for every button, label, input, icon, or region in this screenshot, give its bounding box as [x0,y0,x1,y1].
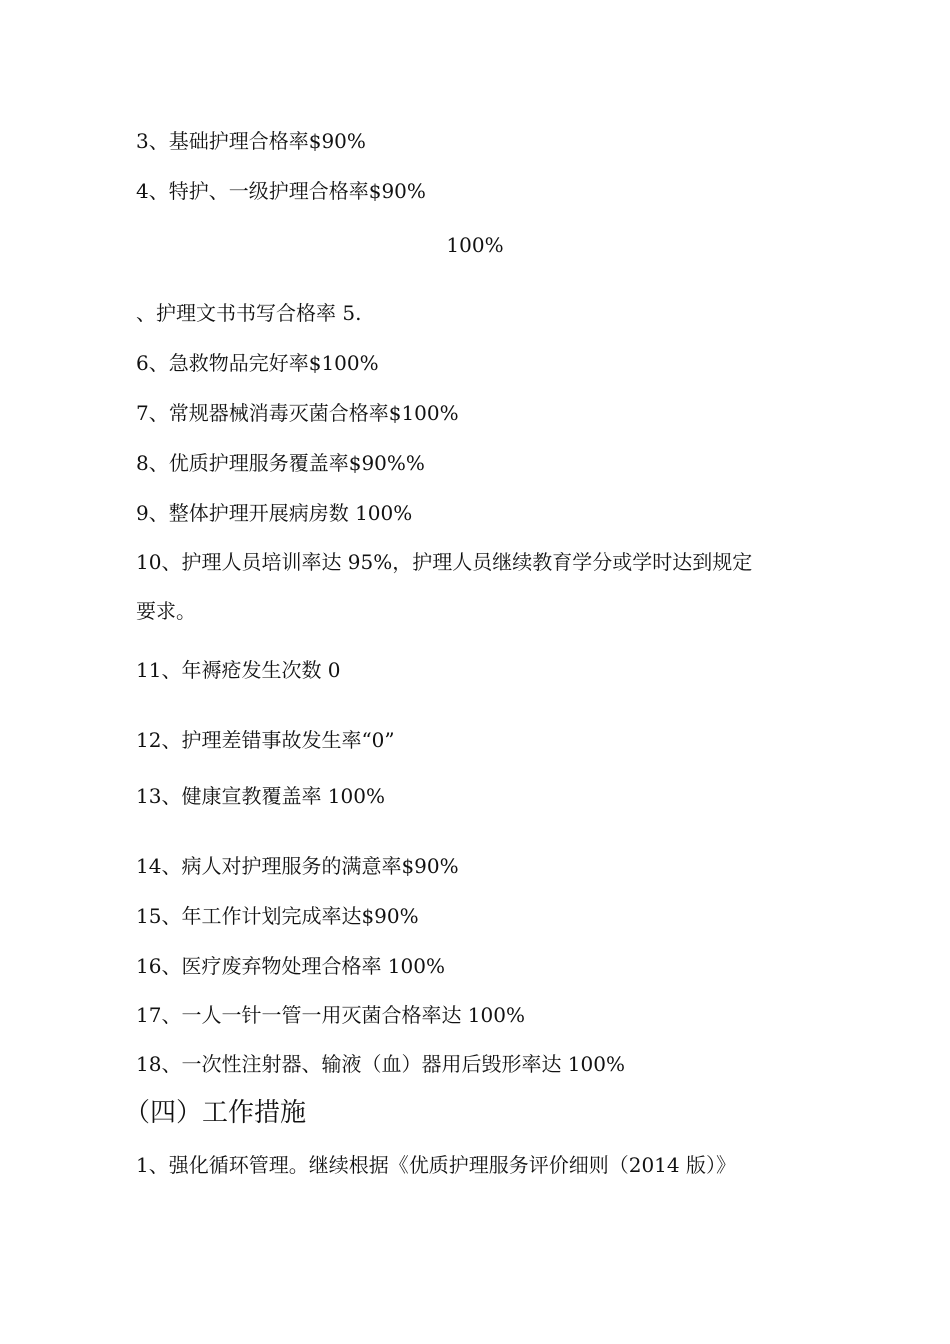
list-item: 14、病人对护理服务的满意率$90% [136,854,459,878]
list-item: 10、护理人员培训率达 95%，护理人员继续教育学分或学时达到规定 [136,550,753,574]
list-item: 18、一次性注射器、输液（血）器用后毁形率达 100% [136,1052,625,1076]
list-item: 16、医疗废弃物处理合格率 100% [136,954,445,978]
list-item: 13、健康宣教覆盖率 100% [136,784,385,808]
list-item: 4、特护、一级护理合格率$90% [136,179,426,203]
list-item: 7、常规器械消毒灭菌合格率$100% [136,401,459,425]
centered-value: 100% [446,233,504,257]
list-item: 12、护理差错事故发生率“0” [136,728,395,752]
section-heading: （四）工作措施 [124,1098,307,1128]
list-item-continuation: 要求。 [136,599,196,623]
measure-item: 1、强化循环管理。继续根据《优质护理服务评价细则（2014 版）》 [136,1153,736,1177]
list-item: 8、优质护理服务覆盖率$90%% [136,451,425,475]
list-item: 、护理文书书写合格率 5. [136,301,362,325]
list-item: 15、年工作计划完成率达$90% [136,904,419,928]
list-item: 11、年褥疮发生次数 0 [136,658,341,682]
list-item: 9、整体护理开展病房数 100% [136,501,413,525]
list-item: 6、急救物品完好率$100% [136,351,379,375]
list-item: 3、基础护理合格率$90% [136,129,366,153]
list-item: 17、一人一针一管一用灭菌合格率达 100% [136,1003,525,1027]
